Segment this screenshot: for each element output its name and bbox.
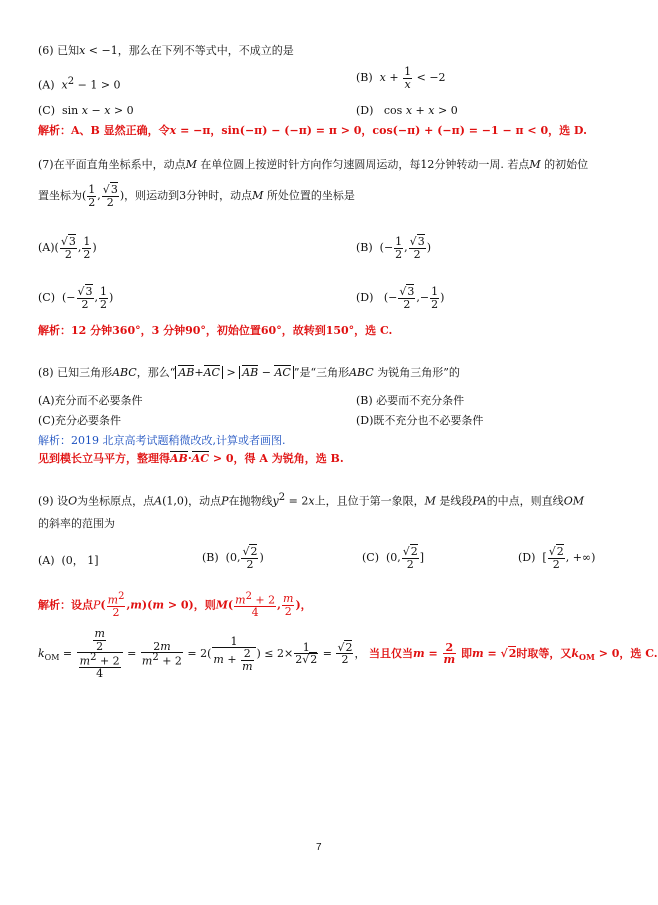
q9-option-d: (D) [ $\frac{√2}{2}$ , +∞) — [518, 545, 596, 571]
q8-option-d: (D)既不充分也不必要条件 — [356, 414, 484, 427]
q8-stem: (8) 已知三角形ABC，那么“ AB+AC > AB − AC ”是“三角形ABC 为锐角三角形”的 — [38, 366, 460, 379]
q8-option-b: (B) 必要而不充分条件 — [356, 394, 465, 407]
q9-solution-line1: 解析：设点P( $\frac{m^2}{2}$ ,m)(m > 0)，则M( $\frac{m^2 + 2}{4}$ , $\frac{m}{2}$ )， — [38, 591, 312, 620]
q8-solution: 见到模长立马平方，整理得AB·AC > 0，得 A 为锐角，选 B. — [38, 452, 344, 465]
q9-option-a: (A) (0， 1] — [38, 554, 99, 567]
q9-option-c: (C) (0, $\frac{√2}{2}$ ] — [362, 545, 425, 571]
q7-solution: 解析：12 分钟360°，3 分钟90°，初始位置60°，故转到150°，选 C. — [38, 324, 393, 337]
q7-stem-line2: 置坐标为( $\frac{1}{2}$ , $\frac{√3}{2}$ )，则运动到3分钟时，动点M 所处位置的坐标是 — [38, 183, 355, 209]
q6-solution: 解析：A、B 显然正确，令x = −π，sin(−π) − (−π) = π > 0，cos(−π) + (−π) = −1 − π < 0，选 D. — [38, 124, 587, 137]
q6-option-c: (C) sin x − x > 0 — [38, 104, 134, 117]
q6-option-b: (B) x + $\frac{1}{x}$ < −2 — [356, 65, 446, 91]
q9-solution-line2: $k_{OM}$ = $\frac{\frac{m}{2}}{\frac{m^2 + 2}{4}}$ = $\frac{2m}{m^2 + 2}$ = 2( 1 m + $\frac{2}{m}$ ) ≤ 2× $\frac{1}{2√2}$ = $\frac{√2}{2}$ ， 当且仅当m = $\frac{2}{m}$ 即m = √2时取等，又$k_{OM} > 0$，选 C. — [38, 627, 658, 681]
q7-option-a: (A)( $\frac{√3}{2}$ , $\frac{1}{2}$ ) — [38, 235, 97, 261]
q8-note: 解析：2019 北京高考试题稍微改改,计算或者画图. — [38, 434, 286, 447]
page-number: 7 — [316, 842, 322, 853]
q7-stem-line1: (7)在平面直角坐标系中，动点M 在单位圆上按逆时针方向作匀速圆周运动，每12分钟转动一周. 若点M 的初始位 — [38, 158, 589, 171]
q9-option-b: (B) (0, $\frac{√2}{2}$ ) — [202, 545, 264, 571]
q9-stem-line2: 的斜率的范围为 — [38, 517, 115, 530]
q6-option-d: (D) cos x + x > 0 — [356, 104, 458, 117]
q6-stem: (6) 已知x < −1，那么在下列不等式中，不成立的是 — [38, 44, 294, 57]
q8-option-c: (C)充分必要条件 — [38, 414, 121, 427]
q7-option-c: (C) (− $\frac{√3}{2}$ , $\frac{1}{2}$ ) — [38, 285, 114, 311]
q6-option-a: (A) $x^2 - 1 > 0$ — [38, 76, 121, 92]
q8-option-a: (A)充分而不必要条件 — [38, 394, 143, 407]
q7-option-d: (D) (− $\frac{√3}{2}$ ,− $\frac{1}{2}$ ) — [356, 285, 445, 311]
q9-stem-line1: (9) 设O为坐标原点，点A(1,0)，动点P在抛物线$y^2 = 2x$上，且位于第一象限，M 是线段PA的中点，则直线OM — [38, 492, 584, 508]
q7-option-b: (B) (− $\frac{1}{2}$ , $\frac{√3}{2}$ ) — [356, 235, 431, 261]
